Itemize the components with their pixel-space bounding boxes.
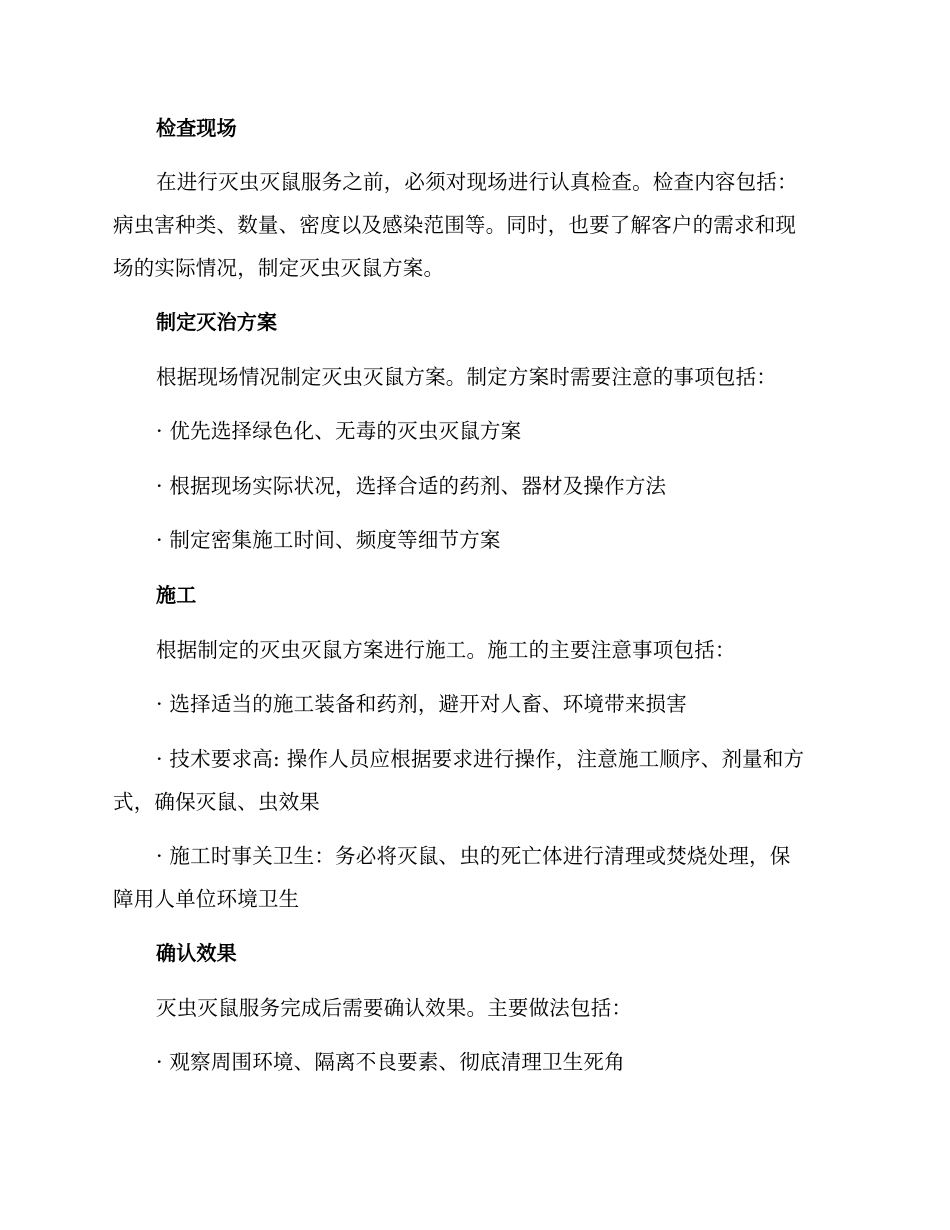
section-heading: 确认效果 [156,941,237,965]
bullet-item: · 根据现场实际状况，选择合适的药剂、器材及操作方法 [156,474,667,498]
section-heading: 制定灭治方案 [156,310,278,334]
section-heading: 检查现场 [156,116,237,140]
paragraph-line: 灭虫灭鼠服务完成后需要确认效果。主要做法包括： [156,996,633,1020]
paragraph-line: 在进行灭虫灭鼠服务之前，必须对现场进行认真检查。检查内容包括： [156,170,798,194]
paragraph-line: 根据制定的灭虫灭鼠方案进行施工。施工的主要注意事项包括： [156,638,736,662]
bullet-item: · 技术要求高: 操作人员应根据要求进行操作，注意施工顺序、剂量和方 [156,747,805,771]
paragraph-line: 根据现场情况制定灭虫灭鼠方案。制定方案时需要注意的事项包括： [156,365,777,389]
bullet-item: · 优先选择绿色化、无毒的灭虫灭鼠方案 [156,419,522,443]
bullet-item: · 观察周围环境、隔离不良要素、彻底清理卫生死角 [156,1050,625,1074]
bullet-item: · 选择适当的施工装备和药剂，避开对人畜、环境带来损害 [156,692,687,716]
bullet-item: · 施工时事关卫生：务必将灭鼠、虫的死亡体进行清理或焚烧处理，保 [156,844,791,868]
bullet-item-continued: 式，确保灭鼠、虫效果 [113,790,320,814]
bullet-item: · 制定密集施工时间、频度等细节方案 [156,528,501,552]
bullet-item-continued: 障用人单位环境卫生 [113,887,300,911]
paragraph-line: 病虫害种类、数量、密度以及感染范围等。同时，也要了解客户的需求和现 [113,213,797,237]
section-heading: 施工 [156,583,197,607]
paragraph-line: 场的实际情况，制定灭虫灭鼠方案。 [113,256,445,280]
